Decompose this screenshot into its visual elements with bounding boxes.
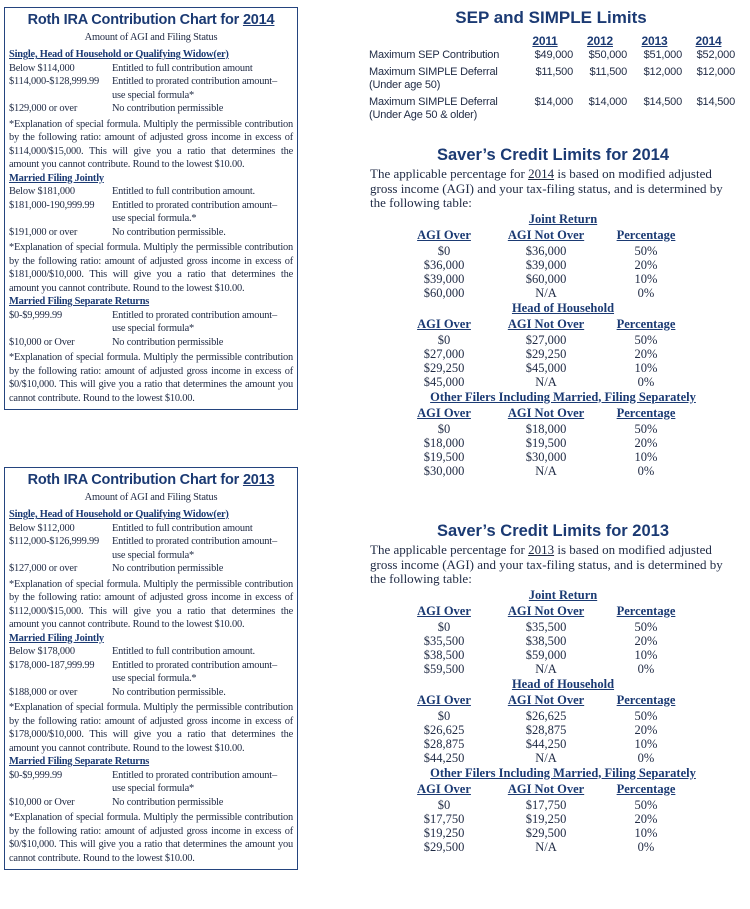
sep-value: $52,000 — [696, 49, 735, 61]
agi-range-rule — [112, 75, 293, 102]
agi-range-row — [9, 102, 293, 116]
credit-cell: N/A — [535, 661, 557, 676]
agi-range: Below $112,000 — [9, 522, 75, 534]
column-header: Percentage — [616, 692, 676, 707]
agi-range: $112,000-$126,999.99 — [9, 536, 99, 547]
rule-text: Entitled to prorated contribution amount– — [112, 659, 277, 671]
sep-year-header-row — [369, 32, 735, 49]
agi-range-rule — [112, 102, 293, 116]
rule-text: Entitled to full contribution amount — [112, 62, 253, 74]
agi-range-row — [9, 336, 293, 350]
rule-text: Entitled to full contribution amount — [112, 522, 253, 534]
column-header: Percentage — [616, 227, 676, 242]
rule-text-continued: use special formula.* — [112, 213, 197, 224]
sep-simple-table — [369, 32, 735, 126]
credit-row — [400, 648, 736, 662]
intro-text: is based on modified adjusted gross income (AGI) and your tax-filing status, and is determined by the following table: — [370, 542, 723, 586]
credit-cell: $60,000 — [525, 271, 567, 286]
sep-value: $12,000 — [643, 66, 682, 78]
agi-range-rule — [112, 199, 293, 226]
rule-text: Entitled to prorated contribution amount– — [112, 536, 277, 547]
agi-range-row — [9, 659, 293, 686]
credit-cell: $27,000 — [525, 332, 567, 347]
credit-cell: $0 — [437, 619, 451, 634]
rule-text: Entitled to full contribution amount. — [112, 646, 255, 657]
agi-range-rule — [112, 659, 293, 686]
agi-range: $191,000 or over — [9, 226, 78, 238]
roth-chart-2014 — [4, 7, 298, 410]
formula-note: *Explanation of special formula. Multiply the permissible contribution by the following ratio: amount of adjusted gross income in excess of $0/$10,000. This will give you a ratio that determines the amount you cannot contribute. Round to the lowest $10.00. — [9, 352, 293, 404]
sep-year-heading: 2013 — [641, 33, 668, 48]
agi-range: $10,000 or Over — [9, 796, 75, 808]
credit-cell: 50% — [634, 708, 658, 723]
credit-cell: $0 — [437, 332, 451, 347]
column-header: AGI Over — [417, 603, 471, 618]
rule-text: No contribution permissible — [112, 336, 224, 348]
credit-cell: $0 — [437, 797, 451, 812]
credit-cell: 50% — [634, 421, 658, 436]
filing-group-heading: Other Filers Including Married, Filing Separately — [430, 765, 696, 780]
credit-cell: $44,250 — [525, 736, 567, 751]
agi-range: Below $178,000 — [9, 646, 75, 657]
roth-chart-2013 — [4, 467, 298, 870]
credit-cell: 50% — [634, 619, 658, 634]
sep-value: $51,000 — [643, 49, 682, 61]
credit-cell: 20% — [634, 811, 658, 826]
column-headers — [400, 405, 736, 422]
credit-cell: $26,625 — [423, 722, 465, 737]
credit-row — [400, 286, 736, 300]
agi-range: Below $114,000 — [9, 62, 75, 74]
rule-text-continued: use special formula* — [112, 549, 194, 561]
agi-range-row — [9, 309, 293, 336]
credit-row — [400, 723, 736, 737]
filing-status-heading: Married Filing Separate Returns — [9, 756, 150, 767]
credit-row — [400, 422, 736, 436]
credit-cell: 20% — [634, 435, 658, 450]
filing-group-heading: Head of Household — [511, 676, 615, 691]
credit-row — [400, 272, 736, 286]
agi-range-rule — [112, 769, 293, 796]
credit-cell: $44,250 — [423, 750, 465, 765]
credit-cell: $29,500 — [423, 839, 465, 854]
agi-range-row — [9, 199, 293, 226]
credit-cell: $19,250 — [525, 811, 567, 826]
rule-text: No contribution permissible — [112, 796, 224, 808]
credit-cell: $28,875 — [525, 722, 567, 737]
agi-range-rule — [112, 336, 293, 350]
credit-row — [400, 634, 736, 648]
sep-value: $49,000 — [534, 49, 573, 61]
credit-cell: $26,625 — [525, 708, 567, 723]
credit-cell: $18,000 — [525, 421, 567, 436]
filing-status-heading: Single, Head of Household or Qualifying Widow(er) — [9, 509, 229, 520]
credit-row — [400, 244, 736, 258]
credit-row — [400, 464, 736, 478]
column-header: Percentage — [616, 781, 676, 796]
credit-cell: $19,500 — [525, 435, 567, 450]
credit-cell: $17,750 — [525, 797, 567, 812]
credit-cell: $59,000 — [525, 647, 567, 662]
agi-range: $181,000-190,999.99 — [9, 199, 95, 211]
credit-row — [400, 737, 736, 751]
filing-status-heading: Married Filing Jointly — [9, 632, 104, 644]
credit-cell: 50% — [634, 332, 658, 347]
credit-cell: $0 — [437, 243, 451, 258]
agi-range-row — [9, 645, 293, 659]
credit-cell: $45,000 — [525, 360, 567, 375]
formula-note: *Explanation of special formula. Multiply the permissible contribution by the following ratio: amount of adjusted gross income in excess of $181,000/$10,000. This will give you a ratio that determines the amount you cannot contribute. Round to the lowest $10.00. — [9, 242, 293, 294]
column-header: AGI Not Over — [507, 692, 585, 707]
column-headers — [400, 227, 736, 244]
filing-status-heading: Married Filing Jointly — [9, 172, 104, 184]
credit-cell: 0% — [637, 750, 655, 765]
intro-text: The applicable percentage for — [370, 166, 529, 181]
column-headers — [400, 603, 736, 620]
credit-cell: 10% — [634, 647, 658, 662]
credit-cell: $36,000 — [423, 257, 465, 272]
agi-range-row — [9, 796, 293, 810]
column-header: AGI Over — [417, 405, 471, 420]
rule-text-continued: use special formula.* — [112, 673, 197, 684]
credit-cell: $17,750 — [423, 811, 465, 826]
sep-value: $11,500 — [589, 66, 627, 78]
credit-cell: $35,500 — [423, 633, 465, 648]
credit-row — [400, 258, 736, 272]
sep-value: $14,500 — [643, 96, 682, 108]
roth-title-text: Roth IRA Contribution Chart for — [27, 12, 243, 28]
agi-range: Below $181,000 — [9, 186, 75, 197]
credit-cell: N/A — [535, 285, 557, 300]
credit-cell: $36,000 — [525, 243, 567, 258]
column-header: AGI Not Over — [507, 405, 585, 420]
rule-text: Entitled to full contribution amount. — [112, 186, 255, 197]
credit-cell: $45,000 — [423, 374, 465, 389]
sep-year-heading: 2012 — [587, 33, 613, 48]
credit-cell: 10% — [634, 271, 658, 286]
rule-text-continued: use special formula* — [112, 323, 194, 334]
credit-cell: N/A — [535, 750, 557, 765]
column-header: AGI Over — [417, 781, 471, 796]
formula-note: *Explanation of special formula. Multiply the permissible contribution by the following ratio: amount of adjusted gross income in excess of $178,000/$10,000. This will give you a ratio that determines the amount you cannot contribute. Round to the lowest $10.00. — [9, 702, 293, 754]
sep-row-label: Maximum SIMPLE Deferral (Under age 50) — [369, 66, 498, 91]
sep-year-heading: 2011 — [532, 33, 558, 48]
credit-cell: 20% — [634, 257, 658, 272]
agi-range-row — [9, 562, 293, 576]
column-header: AGI Over — [417, 692, 471, 707]
credit-row — [400, 450, 736, 464]
credit-cell: $29,250 — [423, 360, 465, 375]
credit-row — [400, 436, 736, 450]
column-header: AGI Not Over — [507, 316, 585, 331]
sep-value: $14,000 — [534, 96, 573, 108]
formula-note: *Explanation of special formula. Multiply the permissible contribution by the following ratio: amount of adjusted gross income in excess of $0/$10,000. This will give you a ratio that determines the amount you cannot contribute. Round to the lowest $10.00. — [9, 812, 293, 864]
column-header: AGI Over — [417, 316, 471, 331]
rule-text: No contribution permissible. — [112, 686, 226, 698]
credit-cell: 10% — [634, 825, 658, 840]
credit-cell: 20% — [634, 633, 658, 648]
credit-cell: $35,500 — [525, 619, 567, 634]
sep-row-label: Maximum SEP Contribution — [369, 49, 500, 61]
sep-row — [369, 66, 735, 96]
agi-range-rule — [112, 62, 293, 76]
agi-range-row — [9, 522, 293, 536]
column-headers — [400, 781, 736, 798]
savers-credit-2013 — [370, 522, 736, 854]
rule-text: Entitled to prorated contribution amount– — [112, 199, 277, 211]
credit-cell: 10% — [634, 736, 658, 751]
agi-range-rule — [112, 796, 293, 810]
agi-range: $10,000 or Over — [9, 336, 75, 348]
column-headers — [400, 692, 736, 709]
column-header: Percentage — [616, 316, 676, 331]
column-header: AGI Over — [417, 227, 471, 242]
credit-row — [400, 812, 736, 826]
credit-cell: 20% — [634, 722, 658, 737]
credit-cell: N/A — [535, 463, 557, 478]
credit-cell: $39,000 — [525, 257, 567, 272]
intro-text: is based on modified adjusted gross income (AGI) and your tax-filing status, and is determined by the following table: — [370, 166, 723, 210]
roth-title — [9, 474, 293, 488]
column-header: Percentage — [616, 603, 676, 618]
rule-text: Entitled to prorated contribution amount– — [112, 76, 277, 87]
agi-range-rule — [112, 686, 293, 700]
sep-row — [369, 49, 735, 66]
column-headers — [400, 316, 736, 333]
sep-year-heading: 2014 — [695, 33, 722, 48]
roth-subtitle: Amount of AGI and Filing Status — [84, 31, 218, 43]
agi-range-row — [9, 535, 293, 562]
credit-cell: 0% — [637, 285, 655, 300]
agi-range-rule — [112, 309, 293, 336]
savers-credit-title: Saver’s Credit Limits for 2013 — [436, 522, 669, 540]
filing-status-heading: Married Filing Separate Returns — [9, 296, 150, 307]
agi-range: $0-$9,999.99 — [9, 309, 63, 321]
column-header: Percentage — [616, 405, 676, 420]
credit-cell: 50% — [634, 797, 658, 812]
credit-cell: $27,000 — [423, 346, 465, 361]
sep-value: $12,000 — [696, 66, 735, 78]
column-header: AGI Not Over — [507, 781, 585, 796]
agi-range-rule — [112, 645, 293, 659]
agi-range-row — [9, 769, 293, 796]
savers-credit-intro — [370, 167, 736, 211]
agi-range-rule — [112, 185, 293, 199]
credit-cell: $30,000 — [525, 449, 567, 464]
credit-cell: $0 — [437, 421, 451, 436]
credit-cell: $29,500 — [525, 825, 567, 840]
credit-row — [400, 751, 736, 765]
filing-group-heading: Joint Return — [528, 587, 598, 602]
sep-row-label: Maximum SIMPLE Deferral (Under Age 50 & older) — [369, 96, 498, 121]
credit-row — [400, 333, 736, 347]
intro-year: 2013 — [528, 542, 555, 557]
roth-title-text: Roth IRA Contribution Chart for — [27, 472, 243, 488]
agi-range-rule — [112, 226, 293, 240]
agi-range-row — [9, 226, 293, 240]
agi-range-row — [9, 185, 293, 199]
credit-cell: 0% — [637, 839, 655, 854]
agi-range: $178,000-187,999.99 — [9, 659, 95, 671]
credit-cell: 0% — [637, 463, 655, 478]
filing-group-heading: Other Filers Including Married, Filing Separately — [430, 389, 696, 404]
savers-credit-2014 — [370, 146, 736, 478]
rule-text: No contribution permissible — [112, 103, 224, 114]
credit-cell: $30,000 — [423, 463, 465, 478]
rule-text: Entitled to prorated contribution amount– — [112, 309, 277, 321]
agi-range: $188,000 or over — [9, 686, 78, 698]
credit-cell: $39,000 — [423, 271, 465, 286]
roth-title — [9, 14, 293, 28]
credit-cell: N/A — [535, 839, 557, 854]
credit-cell: $19,500 — [423, 449, 465, 464]
column-header: AGI Not Over — [507, 227, 585, 242]
intro-year: 2014 — [528, 166, 555, 181]
rule-text: No contribution permissible. — [112, 226, 226, 238]
savers-credit-title: Saver’s Credit Limits for 2014 — [436, 146, 669, 164]
credit-row — [400, 662, 736, 676]
rule-text-continued: use special formula* — [112, 89, 194, 101]
sep-simple-title: SEP and SIMPLE Limits — [455, 8, 647, 27]
roth-title-year: 2013 — [242, 472, 275, 488]
agi-range-row — [9, 686, 293, 700]
credit-row — [400, 347, 736, 361]
credit-cell: 0% — [637, 374, 655, 389]
savers-credit-intro — [370, 543, 736, 587]
credit-cell: $29,250 — [525, 346, 567, 361]
agi-range-rule — [112, 535, 293, 562]
filing-status-heading: Single, Head of Household or Qualifying Widow(er) — [9, 49, 229, 60]
column-header: AGI Not Over — [507, 603, 585, 618]
intro-text: The applicable percentage for — [370, 542, 529, 557]
credit-cell: N/A — [535, 374, 557, 389]
credit-cell: 10% — [634, 360, 658, 375]
credit-cell: 50% — [634, 243, 658, 258]
credit-cell: $38,500 — [525, 633, 567, 648]
credit-row — [400, 826, 736, 840]
credit-cell: 0% — [637, 661, 655, 676]
agi-range-rule — [112, 562, 293, 576]
credit-cell: $60,000 — [423, 285, 465, 300]
filing-group-heading: Head of Household — [511, 300, 615, 315]
formula-note: *Explanation of special formula. Multiply the permissible contribution by the following ratio: amount of adjusted gross income in excess of $112,000/$15,000. This will give you a ratio that determines the amount you cannot contribute. Round to the lowest $10.00. — [9, 578, 293, 630]
credit-cell: $59,500 — [423, 661, 465, 676]
sep-value: $14,500 — [696, 96, 735, 108]
agi-range-row — [9, 62, 293, 76]
formula-note: *Explanation of special formula. Multiply the permissible contribution by the following ratio: amount of adjusted gross income in excess of $114,000/$15,000. This will give you a ratio that determines the amount you cannot contribute. Round to the lowest $10.00. — [9, 118, 293, 170]
agi-range-rule — [112, 522, 293, 536]
sep-value: $11,500 — [535, 66, 573, 78]
credit-cell: $28,875 — [423, 736, 465, 751]
credit-row — [400, 798, 736, 812]
roth-subtitle: Amount of AGI and Filing Status — [84, 491, 218, 503]
credit-row — [400, 620, 736, 634]
agi-range: $127,000 or over — [9, 563, 78, 574]
roth-title-year: 2014 — [242, 12, 275, 28]
credit-cell: 10% — [634, 449, 658, 464]
agi-range: $0-$9,999.99 — [9, 769, 63, 781]
credit-row — [400, 840, 736, 854]
filing-group-heading: Joint Return — [528, 211, 598, 226]
agi-range: $114,000-$128,999.99 — [9, 76, 99, 87]
sep-value: $50,000 — [588, 49, 627, 61]
credit-row — [400, 709, 736, 723]
rule-text: Entitled to prorated contribution amount– — [112, 769, 277, 781]
credit-cell: $19,250 — [423, 825, 465, 840]
credit-row — [400, 375, 736, 389]
credit-cell: $0 — [437, 708, 451, 723]
credit-row — [400, 361, 736, 375]
agi-range: $129,000 or over — [9, 103, 78, 114]
rule-text: No contribution permissible — [112, 563, 224, 574]
rule-text-continued: use special formula* — [112, 783, 194, 794]
credit-cell: 20% — [634, 346, 658, 361]
credit-cell: $18,000 — [423, 435, 465, 450]
agi-range-row — [9, 75, 293, 102]
credit-cell: $38,500 — [423, 647, 465, 662]
sep-value: $14,000 — [588, 96, 627, 108]
sep-row — [369, 96, 735, 126]
